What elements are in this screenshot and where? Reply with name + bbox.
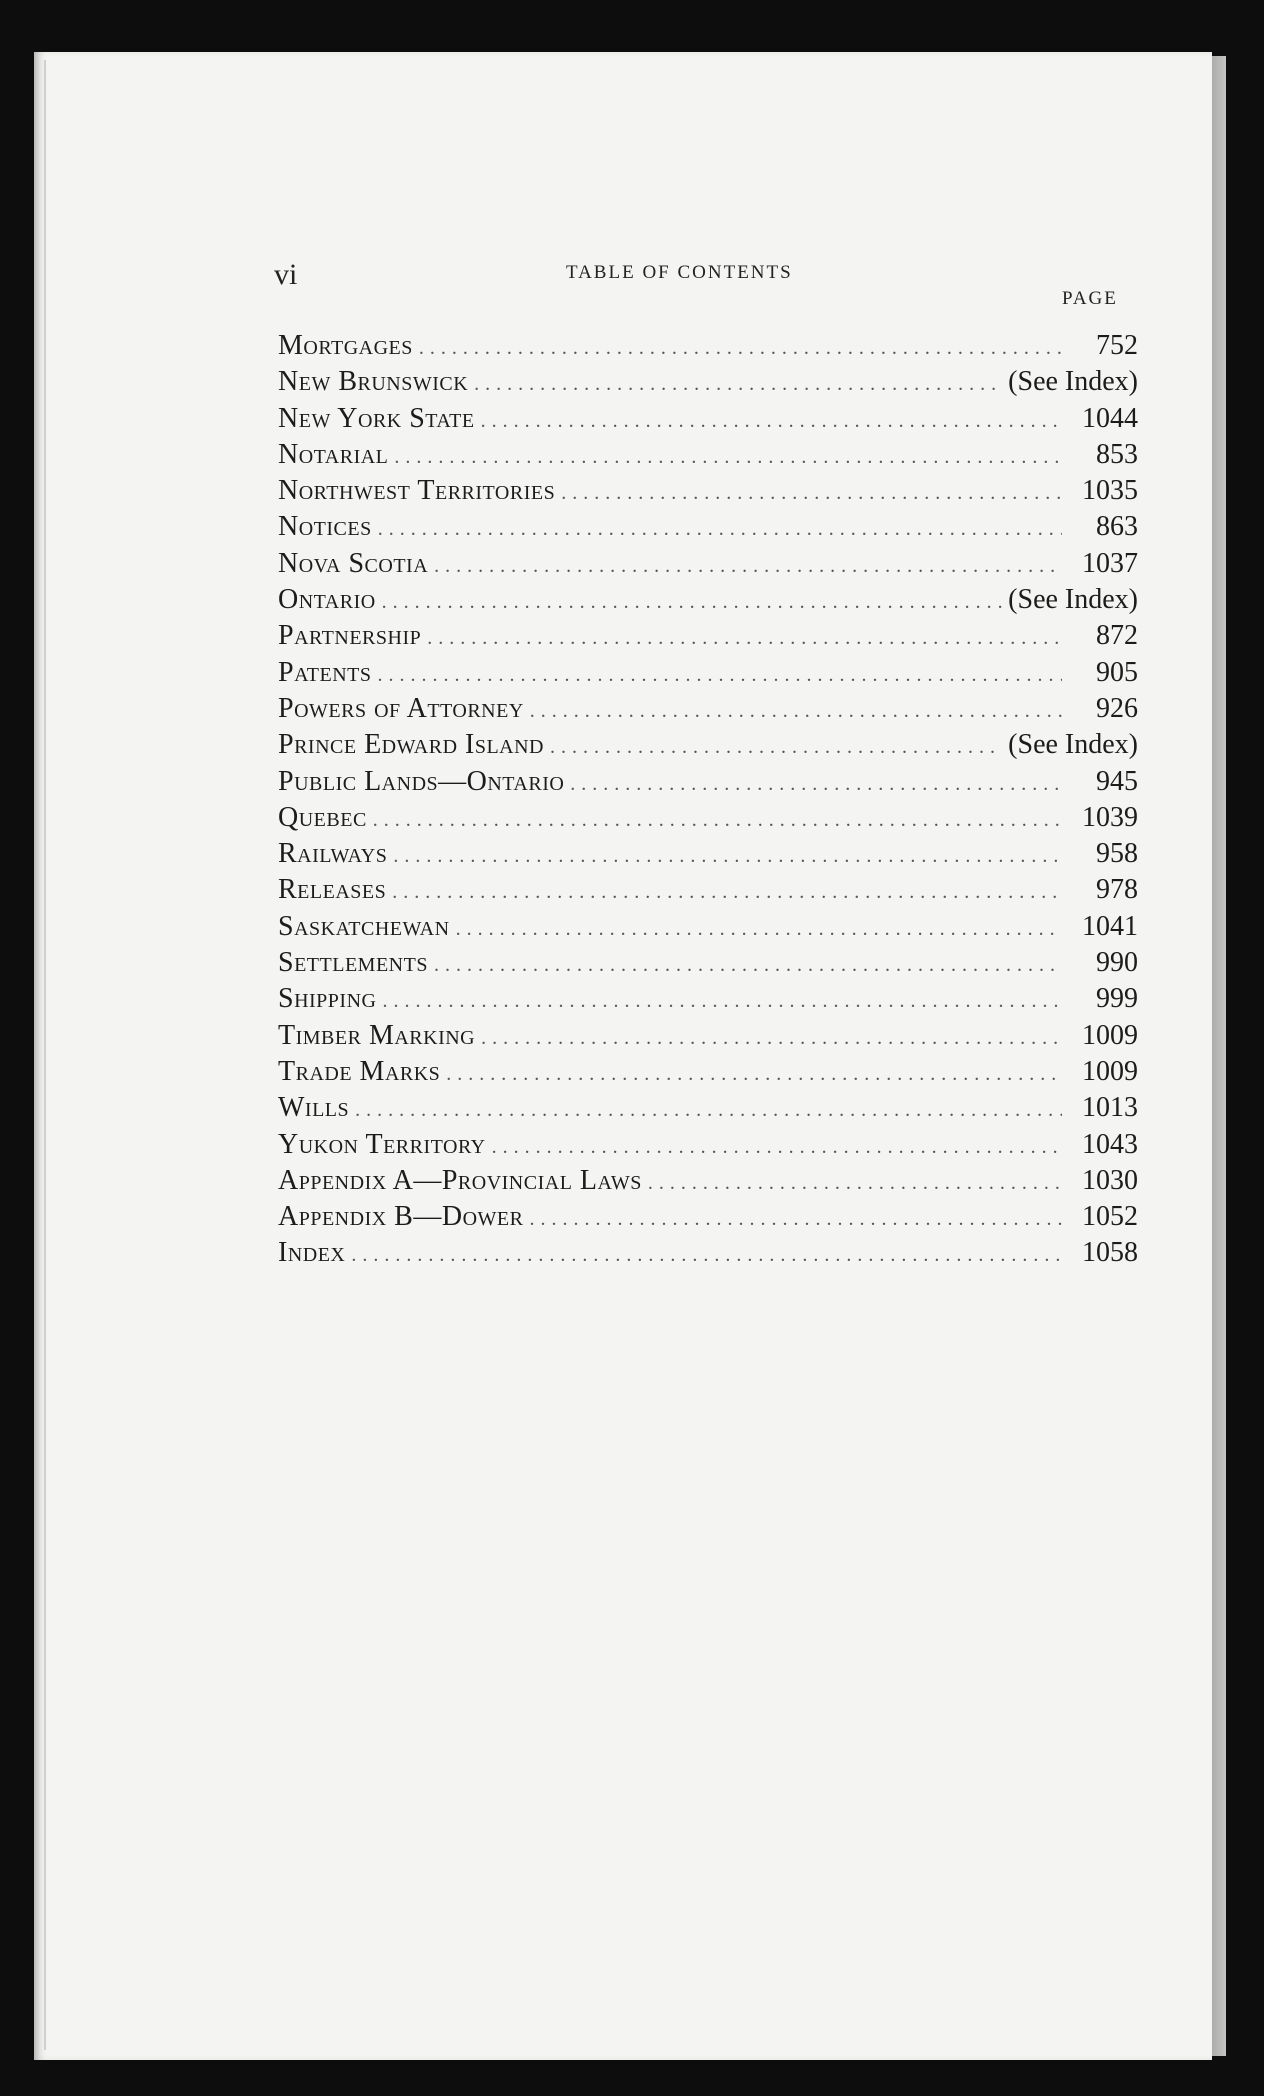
toc-entry-page: (See Index) — [1008, 729, 1138, 761]
toc-entry — [278, 657, 1138, 693]
dot-leader — [382, 990, 1062, 1013]
toc-entry — [278, 874, 1138, 910]
toc-entry — [278, 766, 1138, 802]
toc-entry — [278, 947, 1138, 983]
toc-entry — [278, 983, 1138, 1019]
toc-entry-title: Yukon Territory — [278, 1128, 486, 1160]
toc-entry-page: (See Index) — [1008, 366, 1138, 398]
toc-entry — [278, 838, 1138, 874]
toc-entry — [278, 330, 1138, 366]
toc-entry — [278, 620, 1138, 656]
toc-entry — [278, 1165, 1138, 1201]
toc-entry-page: 853 — [1096, 438, 1138, 470]
dot-leader — [351, 1244, 1062, 1267]
toc-entry — [278, 511, 1138, 547]
toc-entry-page: (See Index) — [1008, 584, 1138, 616]
page-column-label: PAGE — [1062, 288, 1118, 309]
toc-entry — [278, 548, 1138, 584]
toc-entry-title: Nova Scotia — [278, 547, 429, 579]
toc-entry — [278, 1201, 1138, 1237]
toc-entry-title: Index — [278, 1237, 346, 1269]
toc-entry-title: Appendix B—Dower — [278, 1201, 524, 1233]
dot-leader — [373, 809, 1062, 832]
dot-leader — [648, 1172, 1062, 1195]
toc-entry-page: 1009 — [1082, 1019, 1138, 1051]
dot-leader — [529, 1208, 1062, 1231]
toc-entry-title: Shipping — [278, 983, 377, 1015]
dot-leader — [570, 773, 1062, 796]
toc-entry-title: Mortgages — [278, 330, 413, 361]
toc-entry-title: Wills — [278, 1092, 350, 1124]
toc-entry-title: Partnership — [278, 620, 422, 652]
page-header — [274, 258, 1134, 298]
running-title: TABLE OF CONTENTS — [566, 262, 793, 283]
toc-entry-page: 1043 — [1082, 1128, 1138, 1160]
dot-leader — [434, 555, 1062, 578]
toc-entry-title: Quebec — [278, 801, 367, 833]
toc-entry-title: Releases — [278, 874, 387, 906]
dot-leader — [481, 410, 1062, 433]
dot-leader — [474, 373, 1002, 396]
toc-entry-title: New York State — [278, 402, 475, 434]
toc-entry-page: 1037 — [1082, 547, 1138, 579]
toc-entry-title: Notices — [278, 511, 372, 543]
toc-entry-title: Saskatchewan — [278, 910, 450, 942]
toc-entry-title: Timber Marking — [278, 1019, 476, 1051]
table-of-contents — [278, 330, 1138, 1274]
toc-entry-title: Notarial — [278, 438, 389, 470]
toc-entry-title: Northwest Territories — [278, 475, 556, 507]
toc-entry-page: 863 — [1096, 511, 1138, 543]
dot-leader — [446, 1063, 1062, 1086]
toc-entry — [278, 1237, 1138, 1273]
toc-entry-title: Railways — [278, 838, 388, 870]
dot-leader — [378, 518, 1062, 541]
toc-entry-page: 1041 — [1082, 910, 1138, 942]
toc-entry-page: 1009 — [1082, 1055, 1138, 1087]
toc-entry-page: 1044 — [1082, 402, 1138, 434]
toc-entry — [278, 693, 1138, 729]
dot-leader — [419, 337, 1062, 360]
dot-leader — [434, 954, 1062, 977]
toc-entry-title: Patents — [278, 656, 372, 688]
dot-leader — [481, 1027, 1062, 1050]
dot-leader — [561, 482, 1062, 505]
toc-entry — [278, 475, 1138, 511]
toc-entry-page: 1030 — [1082, 1164, 1138, 1196]
toc-entry-title: Settlements — [278, 947, 428, 979]
toc-entry — [278, 366, 1138, 402]
dot-leader — [530, 700, 1062, 723]
toc-entry-title: Prince Edward Island — [278, 729, 544, 761]
toc-entry-title: Trade Marks — [278, 1055, 441, 1087]
toc-entry-page: 1035 — [1082, 475, 1138, 507]
dot-leader — [392, 881, 1062, 904]
dot-leader — [378, 664, 1062, 687]
dot-leader — [492, 1136, 1062, 1159]
toc-entry-title: Appendix A—Provincial Laws — [278, 1164, 642, 1196]
toc-entry-page: 945 — [1096, 765, 1138, 797]
toc-entry-page: 1058 — [1082, 1237, 1138, 1269]
toc-entry-page: 999 — [1096, 983, 1138, 1015]
toc-entry-title: New Brunswick — [278, 366, 469, 398]
toc-entry-page: 926 — [1096, 692, 1138, 724]
toc-entry-page: 958 — [1096, 838, 1138, 870]
dot-leader — [394, 446, 1062, 469]
toc-entry — [278, 1056, 1138, 1092]
dot-leader — [355, 1099, 1062, 1122]
toc-entry — [278, 584, 1138, 620]
toc-entry — [278, 1092, 1138, 1128]
toc-entry — [278, 1129, 1138, 1165]
toc-entry-title: Ontario — [278, 584, 376, 616]
toc-entry-title: Powers of Attorney — [278, 692, 524, 724]
toc-entry-page: 752 — [1096, 330, 1138, 361]
toc-entry — [278, 802, 1138, 838]
toc-entry-page: 990 — [1096, 947, 1138, 979]
toc-entry — [278, 729, 1138, 765]
toc-entry — [278, 403, 1138, 439]
toc-entry-page: 1039 — [1082, 801, 1138, 833]
page-gutter-line — [44, 60, 46, 2050]
dot-leader — [456, 918, 1062, 941]
toc-entry-page: 1052 — [1082, 1201, 1138, 1233]
dot-leader — [427, 627, 1062, 650]
toc-entry-page: 978 — [1096, 874, 1138, 906]
dot-leader — [393, 845, 1062, 868]
toc-entry-title: Public Lands—Ontario — [278, 765, 565, 797]
toc-entry — [278, 439, 1138, 475]
page-number: vi — [274, 258, 298, 291]
toc-entry — [278, 911, 1138, 947]
toc-entry — [278, 1020, 1138, 1056]
dot-leader — [550, 736, 1002, 759]
toc-entry-page: 905 — [1096, 656, 1138, 688]
toc-entry-page: 872 — [1096, 620, 1138, 652]
dot-leader — [382, 591, 1003, 614]
toc-entry-page: 1013 — [1082, 1092, 1138, 1124]
